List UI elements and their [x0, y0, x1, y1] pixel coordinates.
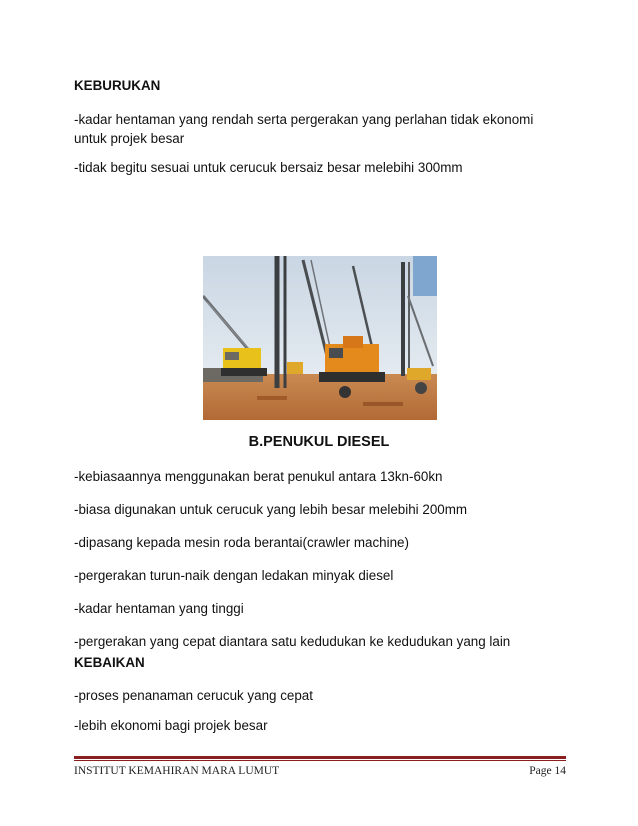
footer-page-number: Page 14 [529, 765, 566, 777]
diesel-point-4: -pergerakan turun-naik dengan ledakan minyak diesel [74, 568, 394, 583]
diesel-point-6: -pergerakan yang cepat diantara satu kedudukan ke kedudukan yang lain [74, 634, 511, 649]
kebaikan-point-1: -proses penanaman cerucuk yang cepat [74, 688, 313, 703]
keburukan-point-1: -kadar hentaman yang rendah serta pergerakan yang perlahan tidak ekonomi untuk projek besar [74, 112, 534, 146]
keburukan-point-2: -tidak begitu sesuai untuk cerucuk bersaiz besar melebihi 300mm [74, 160, 463, 175]
heading-kebaikan: KEBAIKAN [74, 655, 145, 670]
piling-rig-photo [203, 256, 437, 420]
kebaikan-point-2: -lebih ekonomi bagi projek besar [74, 718, 268, 733]
diesel-point-2: -biasa digunakan untuk cerucuk yang lebih besar melebihi 200mm [74, 502, 468, 517]
footer-rule-thin [74, 760, 566, 761]
heading-penukul-diesel: B.PENUKUL DIESEL [248, 434, 390, 450]
footer-institute: INSTITUT KEMAHIRAN MARA LUMUT [74, 765, 280, 777]
diesel-point-3: -dipasang kepada mesin roda berantai(crawler machine) [74, 535, 409, 550]
footer-rule-thick [74, 756, 566, 759]
diesel-point-5: -kadar hentaman yang tinggi [74, 601, 244, 616]
diesel-point-1: -kebiasaannya menggunakan berat penukul antara 13kn-60kn [74, 469, 443, 484]
heading-keburukan: KEBURUKAN [74, 78, 161, 93]
